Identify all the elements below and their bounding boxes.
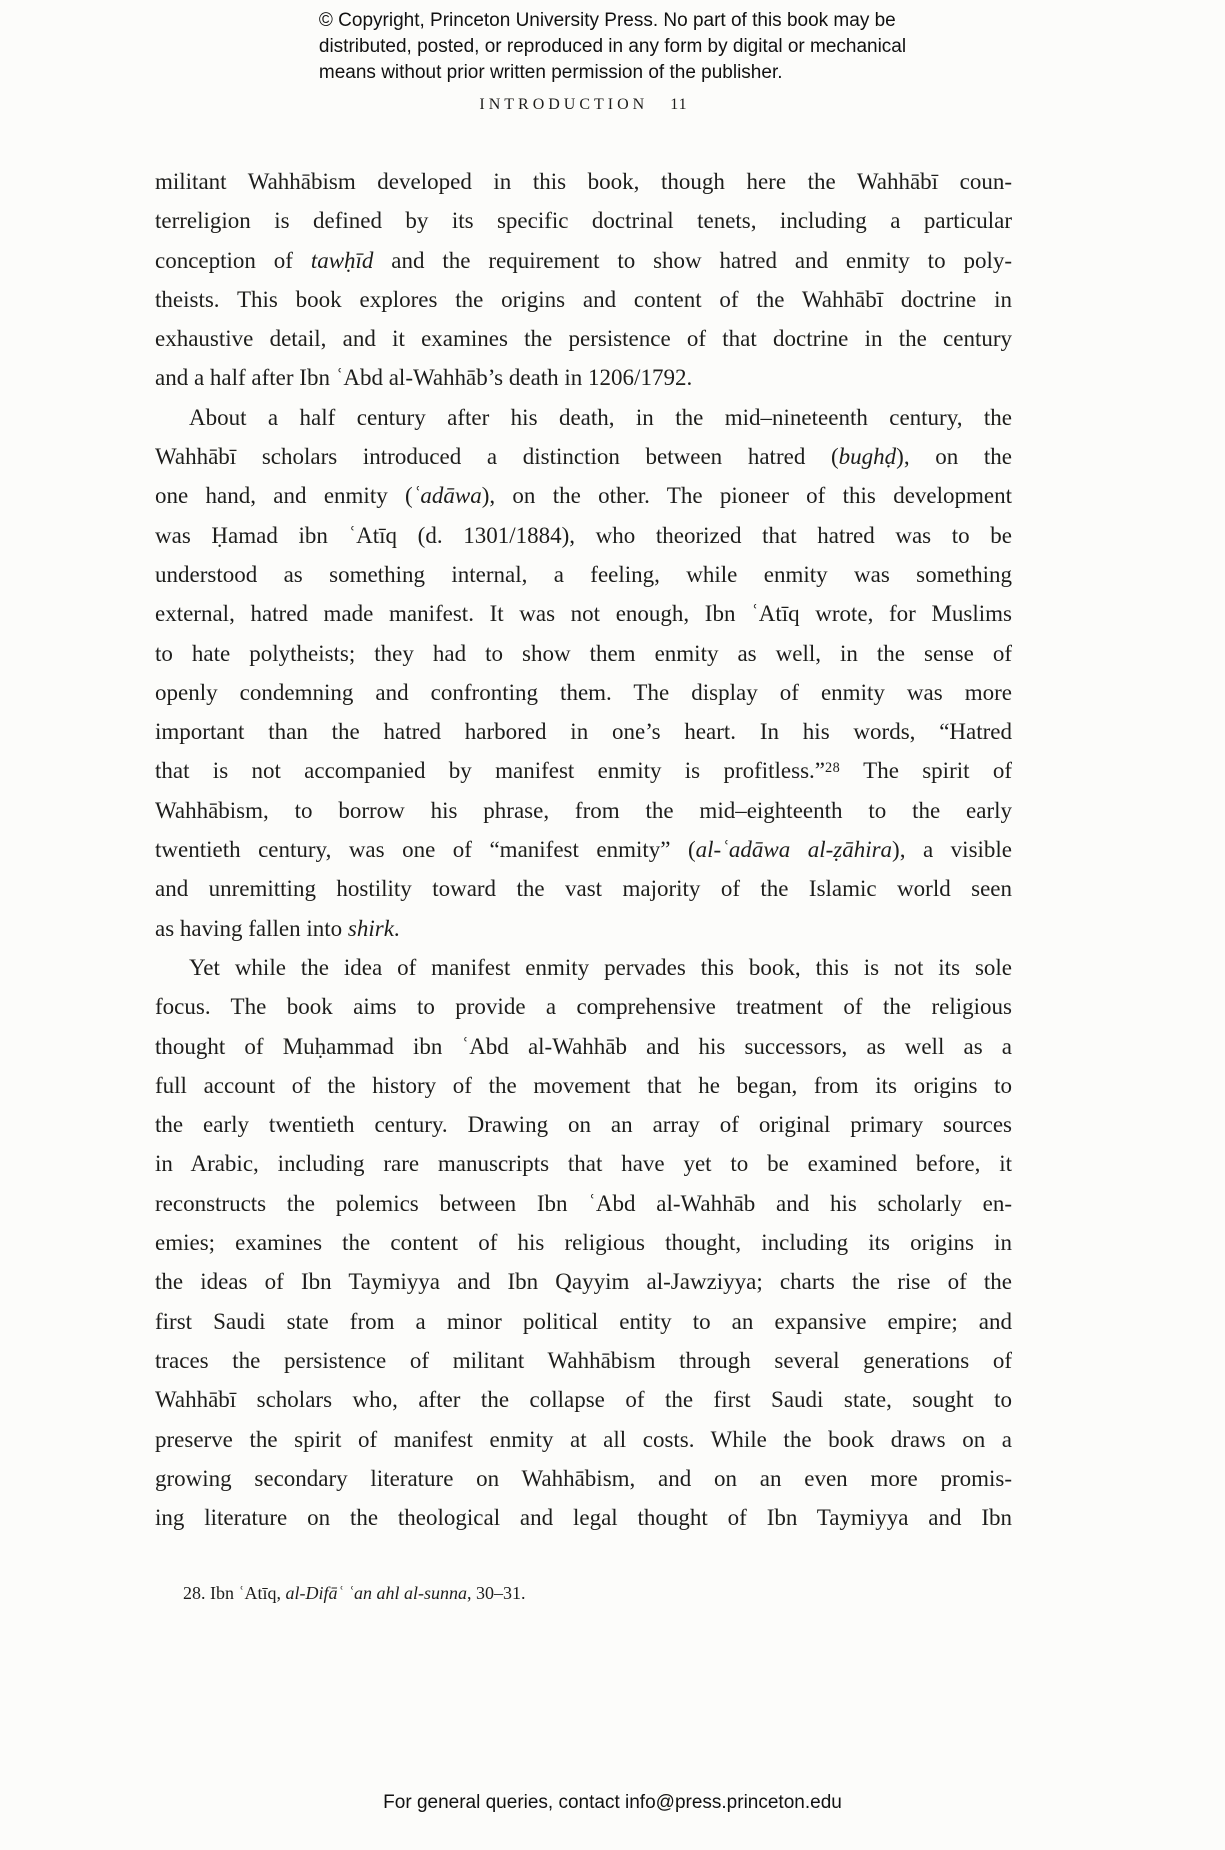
text-run: ), a visible xyxy=(892,837,1012,863)
text-run: openly condemning and confronting them. The display of enmity was more xyxy=(155,679,1012,705)
text-line xyxy=(155,201,1012,240)
text-run: first Saudi state from a minor political entity to an expansive empire; and xyxy=(155,1308,1012,1334)
copyright-notice xyxy=(0,8,1225,86)
text-line xyxy=(155,358,1012,397)
text-run: growing secondary literature on Wahhābism, and on an even more promis- xyxy=(155,1465,1012,1491)
text-run: the early twentieth century. Drawing on an array of original primary sources xyxy=(155,1112,1012,1138)
text-run: thought of Muḥammad ibn ʿAbd al-Wahhāb and his successors, as well as a xyxy=(155,1033,1012,1059)
text-line xyxy=(155,1184,1012,1223)
body-text xyxy=(155,162,1012,1537)
text-line xyxy=(155,634,1012,673)
text-run: emies; examines the content of his religious thought, including its origins in xyxy=(155,1230,1012,1256)
text-line xyxy=(155,1027,1012,1066)
footer-contact: For general queries, contact info@press.princeton.edu xyxy=(383,1792,842,1813)
text-run: to hate polytheists; they had to show them enmity as well, in the sense of xyxy=(155,640,1012,666)
running-head-title: INTRODUCTION xyxy=(479,96,649,113)
text-run: and a half after Ibn ʿAbd al-Wahhāb’s death in 1206/1792. xyxy=(155,365,693,391)
text-line xyxy=(155,987,1012,1026)
text-line xyxy=(155,476,1012,515)
text-line xyxy=(155,869,1012,908)
text-run: reconstructs the polemics between Ibn ʿAbd al-Wahhāb and his scholarly en- xyxy=(155,1190,1012,1216)
text-run: external, hatred made manifest. It was not enough, Ibn ʿAtīq wrote, for Muslims xyxy=(155,601,1012,627)
text-line xyxy=(155,437,1012,476)
text-line xyxy=(155,673,1012,712)
text-line xyxy=(155,1498,1012,1537)
paragraph xyxy=(155,948,1012,1537)
text-run: The spirit of xyxy=(840,758,1012,784)
text-line xyxy=(155,1459,1012,1498)
footnote xyxy=(155,1580,1012,1606)
text-line xyxy=(155,1105,1012,1144)
text-run: . xyxy=(393,915,400,941)
text-run: 28. Ibn ʿAtīq, xyxy=(183,1583,286,1603)
text-line xyxy=(155,1144,1012,1183)
italic-run: al-ʿadāwa al-ẓāhira xyxy=(695,837,893,863)
text-run: and the requirement to show hatred and enmity to poly- xyxy=(373,247,1012,273)
text-run: theists. This book explores the origins and content of the Wahhābī doctrine in xyxy=(155,286,1012,312)
text-run: important than the hatred harbored in one’s heart. In his words, “Hatred xyxy=(155,719,1012,745)
text-run: ing literature on the theological and legal thought of Ibn Taymiyya and Ibn xyxy=(155,1505,1012,1531)
text-line xyxy=(155,1302,1012,1341)
text-line xyxy=(155,1380,1012,1419)
text-line xyxy=(155,791,1012,830)
text-line xyxy=(155,909,1012,948)
italic-run: shirk xyxy=(347,915,394,941)
italic-run: tawḥīd xyxy=(310,247,374,273)
text-run: traces the persistence of militant Wahhābism through several generations of xyxy=(155,1347,1012,1373)
text-line xyxy=(155,516,1012,555)
text-run: conception of xyxy=(155,247,311,273)
text-run: About a half century after his death, in the mid–nineteenth century, the xyxy=(189,404,1012,430)
text-run: in Arabic, including rare manuscripts that have yet to be examined before, it xyxy=(155,1151,1012,1177)
italic-run: al-Difāʿ ʿan ahl al-sunna xyxy=(285,1583,467,1603)
text-run: Wahhābī scholars who, after the collapse of the first Saudi state, sought to xyxy=(155,1387,1012,1413)
text-line xyxy=(155,241,1012,280)
text-line xyxy=(155,319,1012,358)
text-run: , 30–31. xyxy=(467,1583,526,1603)
text-line xyxy=(155,1066,1012,1105)
running-head xyxy=(155,96,1012,114)
text-line xyxy=(155,555,1012,594)
text-line xyxy=(155,948,1012,987)
text-run: as having fallen into xyxy=(155,915,348,941)
text-run: full account of the history of the movement that he began, from its origins to xyxy=(155,1072,1012,1098)
italic-run: ʿadāwa xyxy=(412,483,482,509)
text-run: Wahhābism, to borrow his phrase, from the mid–eighteenth to the early xyxy=(155,797,1012,823)
footnote-reference: 28 xyxy=(825,760,841,777)
text-line xyxy=(155,751,1012,790)
text-line xyxy=(155,1420,1012,1459)
text-run: ), on the other. The pioneer of this development xyxy=(481,483,1012,509)
text-run: Wahhābī scholars introduced a distinction between hatred ( xyxy=(155,444,839,470)
italic-run: bughḍ xyxy=(838,444,897,470)
text-line xyxy=(155,162,1012,201)
text-run: militant Wahhābism developed in this book, though here the Wahhābī coun- xyxy=(155,169,1012,194)
text-run: terreligion is defined by its specific doctrinal tenets, including a particular xyxy=(155,208,1012,234)
text-run: that is not accompanied by manifest enmity is profitless.” xyxy=(155,758,826,784)
text-run: and unremitting hostility toward the vast majority of the Islamic world seen xyxy=(155,876,1012,902)
text-run: understood as something internal, a feeling, while enmity was something xyxy=(155,561,1012,587)
text-run: focus. The book aims to provide a comprehensive treatment of the religious xyxy=(155,994,1012,1020)
text-line xyxy=(155,1580,1012,1606)
text-line xyxy=(155,830,1012,869)
text-line xyxy=(155,712,1012,751)
text-run: was Ḥamad ibn ʿAtīq (d. 1301/1884), who theorized that hatred was to be xyxy=(155,522,1012,548)
text-line xyxy=(155,1262,1012,1301)
text-line xyxy=(155,398,1012,437)
copyright-line: © Copyright, Princeton University Press. No part of this book may be xyxy=(318,10,896,31)
text-line xyxy=(155,1223,1012,1262)
text-run: twentieth century, was one of “manifest enmity” ( xyxy=(155,837,696,863)
page-number: 11 xyxy=(670,96,688,113)
paragraph xyxy=(155,162,1012,398)
text-run: ), on the xyxy=(896,444,1012,470)
text-run: one hand, and enmity ( xyxy=(155,483,413,509)
copyright-line: distributed, posted, or reproduced in any form by digital or mechanical xyxy=(318,36,907,57)
copyright-line: means without prior written permission of the publisher. xyxy=(318,62,783,83)
text-run: Yet while the idea of manifest enmity pervades this book, this is not its sole xyxy=(189,954,1012,980)
paragraph xyxy=(155,398,1012,948)
text-line xyxy=(155,280,1012,319)
text-run: the ideas of Ibn Taymiyya and Ibn Qayyim al-Jawziyya; charts the rise of the xyxy=(155,1269,1012,1295)
paragraph xyxy=(155,1580,1012,1606)
text-line xyxy=(155,594,1012,633)
text-run: preserve the spirit of manifest enmity at all costs. While the book draws on a xyxy=(155,1426,1012,1452)
text-line xyxy=(155,1341,1012,1380)
text-run: exhaustive detail, and it examines the persistence of that doctrine in the century xyxy=(155,326,1012,352)
